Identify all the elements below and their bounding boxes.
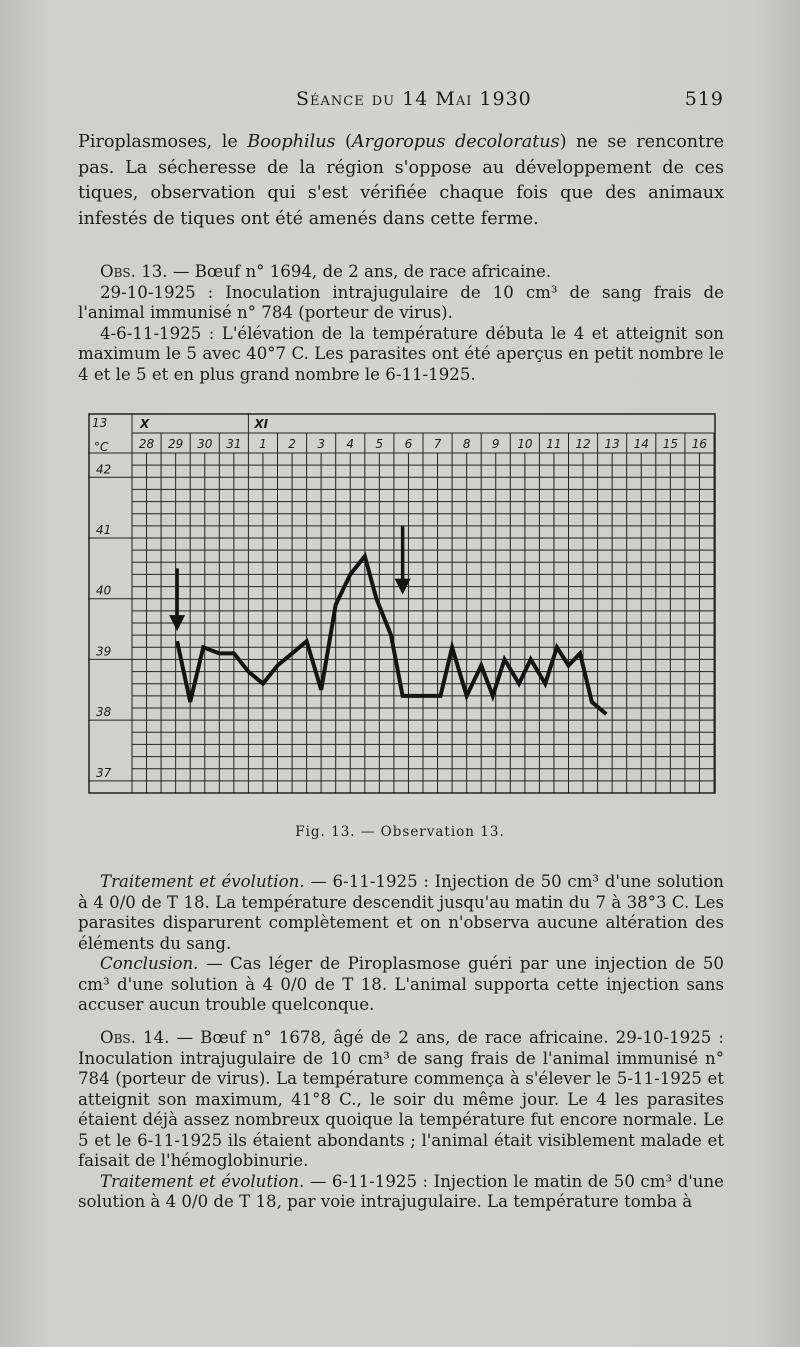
obs13-block <box>78 262 724 385</box>
day-tick-label: 14 <box>633 437 649 451</box>
obs13-line2: 29-10-1925 : Inoculation intrajugulaire de 10 cm³ de sang frais de l'animal immunisé n° 784 (porteur de virus). <box>78 282 724 322</box>
day-tick-label: 31 <box>226 437 242 451</box>
obs14-text: — Bœuf n° 1678, âgé de 2 ans, de race africaine. 29-10-1925 : Inoculation intrajugulaire de 10 cm³ de sang frais de l'animal immunisé n° 784 (porteur de virus). La température commença à s'élever le 5-11-1925 et atteignit son maximum, 41°8 C., le soir du même jour. Le 4 les parasites étaient déjà assez nombreux quoique la température fut encore normale. Le 5 et le 6-11-1925 ils étaient abondants ; l'animal était visiblement malade et faisait de l'hémoglobinurie. <box>78 1028 724 1170</box>
day-tick-label: 30 <box>197 437 213 451</box>
day-tick-label: 4 <box>346 437 355 451</box>
obs14-label: Obs. 14. <box>100 1028 170 1047</box>
temp-tick-label: 40 <box>96 583 112 598</box>
day-tick-label: 7 <box>433 437 442 451</box>
running-title: Séance du 14 Mai 1930 <box>296 88 532 110</box>
figure-caption: Fig. 13. — Observation 13. <box>295 824 505 840</box>
treatment13-text: — 6-11-1925 : Injection de 50 cm³ d'une solution à 4 0/0 de T 18. La température descendit jusqu'au matin du 7 à 38°3 C. Les parasites disparurent complètement et on n'observa aucune altération des éléments du sang. <box>78 872 724 953</box>
day-tick-label: 16 <box>691 437 708 451</box>
obs13-line3: 4-6-11-1925 : L'élévation de la température débuta le 4 et atteignit son maximum le 5 avec 40°7 C. Les parasites ont été aperçus en petit nombre le 4 et le 5 et en plus grand nombre le 6-11-1925. <box>78 323 724 384</box>
day-tick-label: 2 <box>288 437 296 451</box>
day-tick-label: 6 <box>404 437 413 451</box>
unit-label: °C <box>94 440 109 454</box>
intro-text-a: Piroplasmoses, le <box>78 132 248 152</box>
month-label-x: X <box>140 417 150 431</box>
intro-text-e: ) ne se rencontre pas. La sécheresse de la région s'oppose au développement de ces tiques, observation qui s'est vérifiée chaque fois que des animaux infestés de tiques ont été amenés dans cette ferme. <box>78 132 725 229</box>
intro-text-c: ( <box>335 132 352 152</box>
day-tick-label: 13 <box>604 437 620 451</box>
chart-corner-label: 13 <box>92 416 108 430</box>
conclusion13-label: Conclusion. <box>100 954 199 973</box>
temp-tick-label: 37 <box>96 765 112 780</box>
day-tick-label: 5 <box>375 437 384 451</box>
chart-frame <box>89 414 715 793</box>
day-tick-label: 28 <box>138 437 155 451</box>
day-tick-label: 1 <box>259 437 267 451</box>
day-tick-label: 9 <box>491 437 500 451</box>
temp-tick-label: 41 <box>96 523 112 537</box>
intro-paragraph <box>78 130 724 232</box>
day-tick-label: 12 <box>575 437 591 451</box>
month-label-xi: XI <box>254 417 269 431</box>
intro-genus: Boophilus <box>247 132 336 152</box>
running-header <box>0 88 800 118</box>
day-tick-label: 8 <box>462 437 471 451</box>
day-tick-label: 10 <box>517 437 533 451</box>
treatment14-text: — 6-11-1925 : Injection le matin de 50 cm³ d'une solution à 4 0/0 de T 18, par voie intrajugulaire. La température tomba à <box>78 1171 724 1211</box>
chart-grid <box>88 413 715 793</box>
temp-tick-label: 38 <box>96 705 112 720</box>
temp-tick-label: 42 <box>96 462 112 477</box>
treatment13-label: Traitement et évolution. <box>100 872 305 891</box>
treatment14-label: Traitement et évolution. <box>100 1171 305 1191</box>
intro-species: Argoropus decoloratus <box>351 132 560 152</box>
chart-labels <box>92 416 707 780</box>
chart-arrows <box>169 526 411 631</box>
day-tick-label: 15 <box>662 437 678 451</box>
obs14-block <box>78 1028 724 1213</box>
day-tick-label: 29 <box>168 437 184 451</box>
conclusion13-text: — Cas léger de Piroplasmose guéri par une injection de 50 cm³ d'une solution à 4 0/0 de T 18. L'animal supporta cette injection sans accuser aucun trouble quelconque. <box>78 954 724 1014</box>
temp-tick-label: 39 <box>96 644 112 659</box>
day-tick-label: 3 <box>317 437 325 451</box>
obs13-label: Obs. 13. <box>100 262 168 281</box>
treatment13-block <box>78 872 724 1016</box>
page-number: 519 <box>684 88 724 110</box>
obs13-line1: — Bœuf n° 1694, de 2 ans, de race africaine. <box>167 262 552 281</box>
day-tick-label: 11 <box>546 437 562 451</box>
temperature-chart <box>88 413 718 797</box>
